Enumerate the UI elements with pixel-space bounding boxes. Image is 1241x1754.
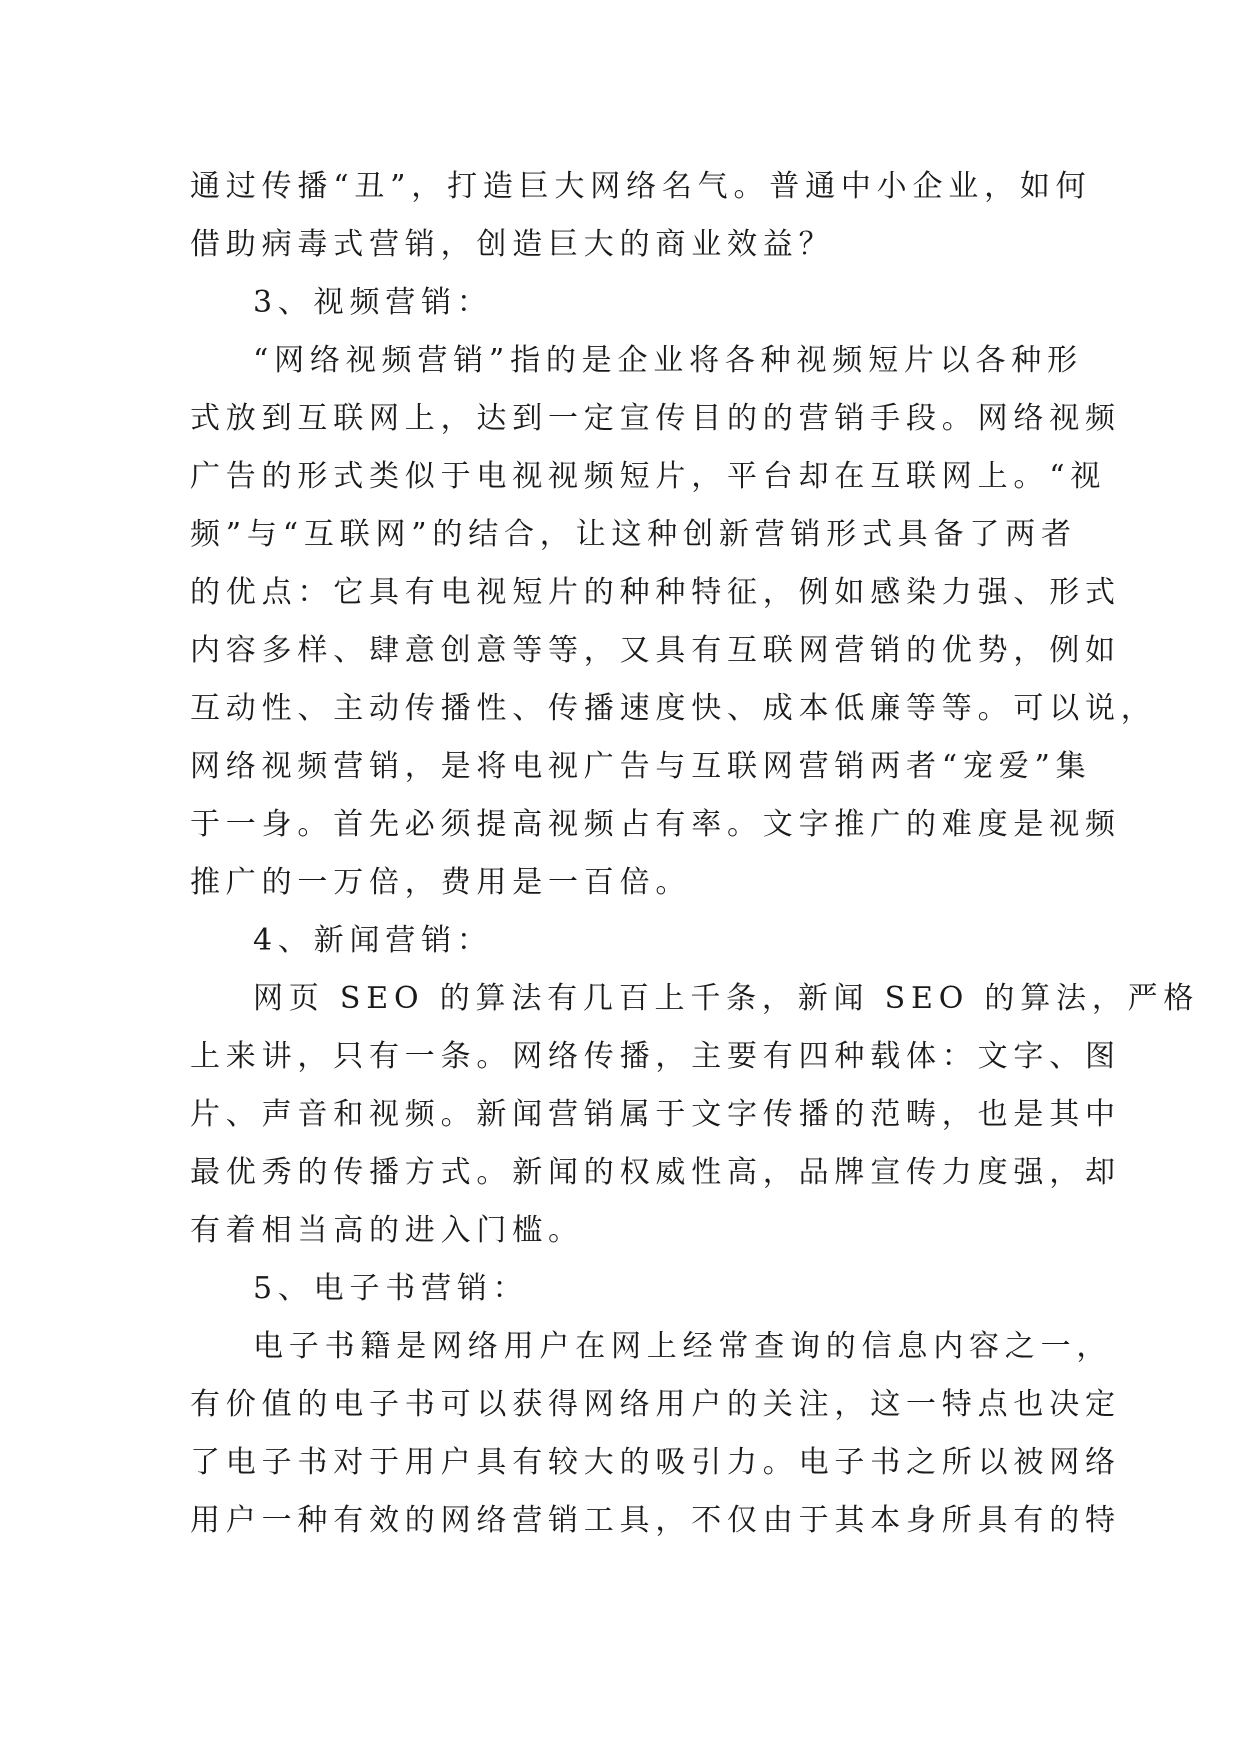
text-line: 推广的一万倍，费用是一百倍。 <box>190 865 692 900</box>
text-line: 网络视频营销，是将电视广告与互联网营销两者“宠爱”集 <box>190 749 1092 784</box>
text-line: 内容多样、肆意创意等等，又具有互联网营销的优势，例如 <box>190 633 1121 668</box>
text-line: 借助病毒式营销，创造巨大的商业效益？ <box>190 227 835 262</box>
section-heading-news-marketing: 4、新闻营销： <box>253 923 493 958</box>
text-line: 通过传播“丑”，打造巨大网络名气。普通中小企业，如何 <box>190 169 1092 204</box>
text-line: 用户一种有效的网络营销工具，不仅由于其本身所具有的特 <box>190 1503 1121 1538</box>
text-line: “网络视频营销”指的是企业将各种视频短片以各种形 <box>253 343 1083 378</box>
text-line: 的优点：它具有电视短片的种种特征，例如感染力强、形式 <box>190 575 1121 610</box>
text-line: 互动性、主动传播性、传播速度快、成本低廉等等。可以说， <box>190 691 1157 726</box>
section-heading-video-marketing: 3、视频营销： <box>253 285 493 320</box>
text-line: 了电子书对于用户具有较大的吸引力。电子书之所以被网络 <box>190 1445 1121 1480</box>
text-line: 上来讲，只有一条。网络传播，主要有四种载体：文字、图 <box>190 1039 1121 1074</box>
text-line: 式放到互联网上，达到一定宣传目的的营销手段。网络视频 <box>190 401 1121 436</box>
text-line: 有着相当高的进入门槛。 <box>190 1213 584 1248</box>
text-line: 于一身。首先必须提高视频占有率。文字推广的难度是视频 <box>190 807 1121 842</box>
text-line: 片、声音和视频。新闻营销属于文字传播的范畴，也是其中 <box>190 1097 1121 1132</box>
text-line: 网页 SEO 的算法有几百上千条，新闻 SEO 的算法，严格 <box>253 981 1200 1016</box>
text-line: 频”与“互联网”的结合，让这种创新营销形式具备了两者 <box>190 517 1077 552</box>
section-heading-ebook-marketing: 5、电子书营销： <box>253 1271 529 1306</box>
text-line: 电子书籍是网络用户在网上经常查询的信息内容之一， <box>253 1329 1113 1364</box>
text-line: 广告的形式类似于电视视频短片，平台却在互联网上。“视 <box>190 459 1107 494</box>
text-line: 有价值的电子书可以获得网络用户的关注，这一特点也决定 <box>190 1387 1121 1422</box>
body-text <box>190 158 1200 1550</box>
text-line: 最优秀的传播方式。新闻的权威性高，品牌宣传力度强，却 <box>190 1155 1121 1190</box>
